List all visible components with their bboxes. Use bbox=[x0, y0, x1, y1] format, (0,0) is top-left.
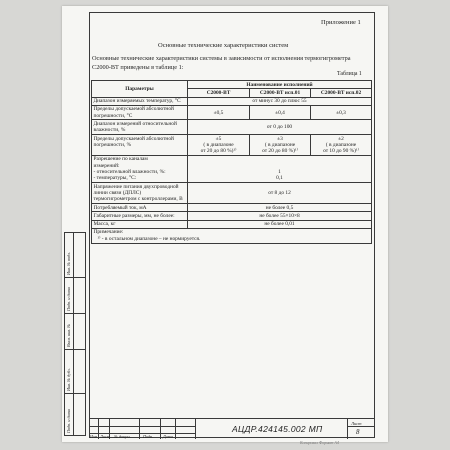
margin-label: Взам. инв. № bbox=[66, 323, 71, 347]
value-cell bbox=[250, 135, 311, 156]
param-cell: Пределы допускаемой абсолютной погрешности, °С bbox=[92, 105, 188, 120]
param-line: Разрешение по каналам bbox=[93, 156, 148, 163]
margin-label: Подп. и дата bbox=[66, 287, 71, 311]
param-cell: Напряжение питания двухпроводной линии связи (ДПЛС) термогигрометром с контроллерами, В bbox=[92, 183, 188, 204]
table-header-row bbox=[92, 81, 372, 89]
table-row bbox=[92, 183, 372, 204]
table-row bbox=[92, 220, 372, 228]
title-block-line bbox=[98, 419, 99, 439]
value-cell: не более 0,01 bbox=[188, 220, 372, 228]
note-label: Примечание: bbox=[93, 229, 124, 236]
title-block-line bbox=[89, 426, 195, 427]
value-line: ±5 bbox=[215, 135, 222, 142]
value-line: ±2 bbox=[338, 135, 344, 142]
title-block-line bbox=[195, 419, 196, 439]
margin-label: Инв. № подл. bbox=[66, 251, 71, 275]
title-block-line bbox=[160, 419, 161, 439]
value-line: ±3 bbox=[277, 135, 283, 142]
column-header: С2000-ВТ исп.02 bbox=[311, 89, 372, 97]
params-header: Параметры bbox=[92, 81, 188, 98]
param-cell: Масса, кг bbox=[92, 220, 188, 228]
column-header: С2000-ВТ bbox=[188, 89, 250, 97]
value-line: от 10 до 90 %)¹⁾ bbox=[323, 148, 359, 155]
table-row bbox=[92, 97, 372, 105]
param-cell: Диапазон измерений относительной влажности, % bbox=[92, 120, 188, 135]
value-cell: от минус 30 до плюс 55 bbox=[188, 97, 372, 105]
page-heading: Основные технические характеристики систем bbox=[158, 42, 289, 49]
col-label: Дата bbox=[163, 434, 173, 439]
note-text: ¹⁾ - в остальном диапазоне – не нормируется. bbox=[97, 235, 201, 242]
strip-divider bbox=[65, 349, 85, 350]
param-cell bbox=[92, 155, 188, 182]
strip-divider bbox=[65, 277, 85, 278]
strip-divider bbox=[73, 233, 74, 435]
table-row bbox=[92, 120, 372, 135]
col-label: № докум. bbox=[114, 434, 131, 439]
format-footer: Копировал Формат А4 bbox=[300, 440, 339, 445]
value-cell: ±0,5 bbox=[188, 105, 250, 120]
value-line: ( в диапазоне bbox=[325, 141, 357, 148]
value-line: ( в диапазоне bbox=[264, 141, 296, 148]
value-cell bbox=[188, 155, 372, 182]
title-block-line bbox=[347, 426, 375, 427]
note-cell bbox=[92, 228, 372, 243]
value-cell: не более 55×10×8 bbox=[188, 212, 372, 220]
param-cell: Потребляемый ток, мА bbox=[92, 204, 188, 212]
value-line: 0,1 bbox=[276, 175, 283, 182]
table-row bbox=[92, 212, 372, 220]
value-cell: от 8 до 12 bbox=[188, 183, 372, 204]
value-line: 1 bbox=[278, 169, 281, 176]
intro-line: Основные технические характеристики системы в зависимости от исполнения термогигрометра bbox=[92, 55, 351, 62]
title-block-line bbox=[139, 419, 140, 439]
table-row bbox=[92, 105, 372, 120]
sheet-label: Лист bbox=[351, 421, 362, 426]
appendix-label: Приложение 1 bbox=[321, 19, 361, 26]
param-line: измерений: bbox=[93, 162, 120, 169]
param-cell: Габаритные размеры, мм, не более: bbox=[92, 212, 188, 220]
param-line: - относительной влажности, %: bbox=[93, 169, 166, 176]
intro-paragraph bbox=[92, 55, 372, 72]
strip-divider bbox=[65, 393, 85, 394]
margin-label: Инв. № дубл. bbox=[66, 368, 71, 391]
value-cell: ±0,4 bbox=[250, 105, 311, 120]
col-label: Лист bbox=[100, 434, 110, 439]
table-note-row bbox=[92, 228, 372, 243]
value-line: от 20 до 80 %)¹⁾ bbox=[262, 148, 298, 155]
value-line: ( в диапазоне bbox=[203, 141, 234, 148]
param-cell: Пределы допускаемой абсолютной погрешности, % bbox=[92, 135, 188, 156]
strip-divider bbox=[65, 313, 85, 314]
value-cell: не более 0,5 bbox=[188, 204, 372, 212]
document-number: АЦДР.424145.002 МП bbox=[232, 424, 323, 434]
value-cell bbox=[311, 135, 372, 156]
title-block-line bbox=[175, 419, 176, 439]
versions-header: Наименование исполнений bbox=[188, 81, 372, 89]
title-block-line bbox=[347, 419, 348, 439]
param-line: - температуры, °С: bbox=[93, 175, 137, 182]
table-row bbox=[92, 155, 372, 182]
col-label: Подп. bbox=[143, 434, 154, 439]
page-number: 8 bbox=[356, 428, 360, 436]
value-cell bbox=[188, 135, 250, 156]
column-header: С2000-ВТ исп.01 bbox=[250, 89, 311, 97]
specs-table bbox=[91, 80, 372, 244]
table-row bbox=[92, 204, 372, 212]
value-cell: от 0 до 100 bbox=[188, 120, 372, 135]
value-cell: ±0,3 bbox=[311, 105, 372, 120]
value-line: от 20 до 80 %)¹⁾ bbox=[200, 148, 237, 155]
margin-label: Подп. и дата bbox=[66, 409, 71, 433]
param-cell: Диапазон измеряемых температур, °С bbox=[92, 97, 188, 105]
intro-line: С2000-ВТ приведены в таблице 1: bbox=[92, 63, 184, 71]
col-label: Изм bbox=[90, 434, 98, 439]
margin-stamp-strip bbox=[64, 232, 86, 436]
table-row bbox=[92, 135, 372, 156]
table-number: Таблица 1 bbox=[337, 71, 362, 77]
